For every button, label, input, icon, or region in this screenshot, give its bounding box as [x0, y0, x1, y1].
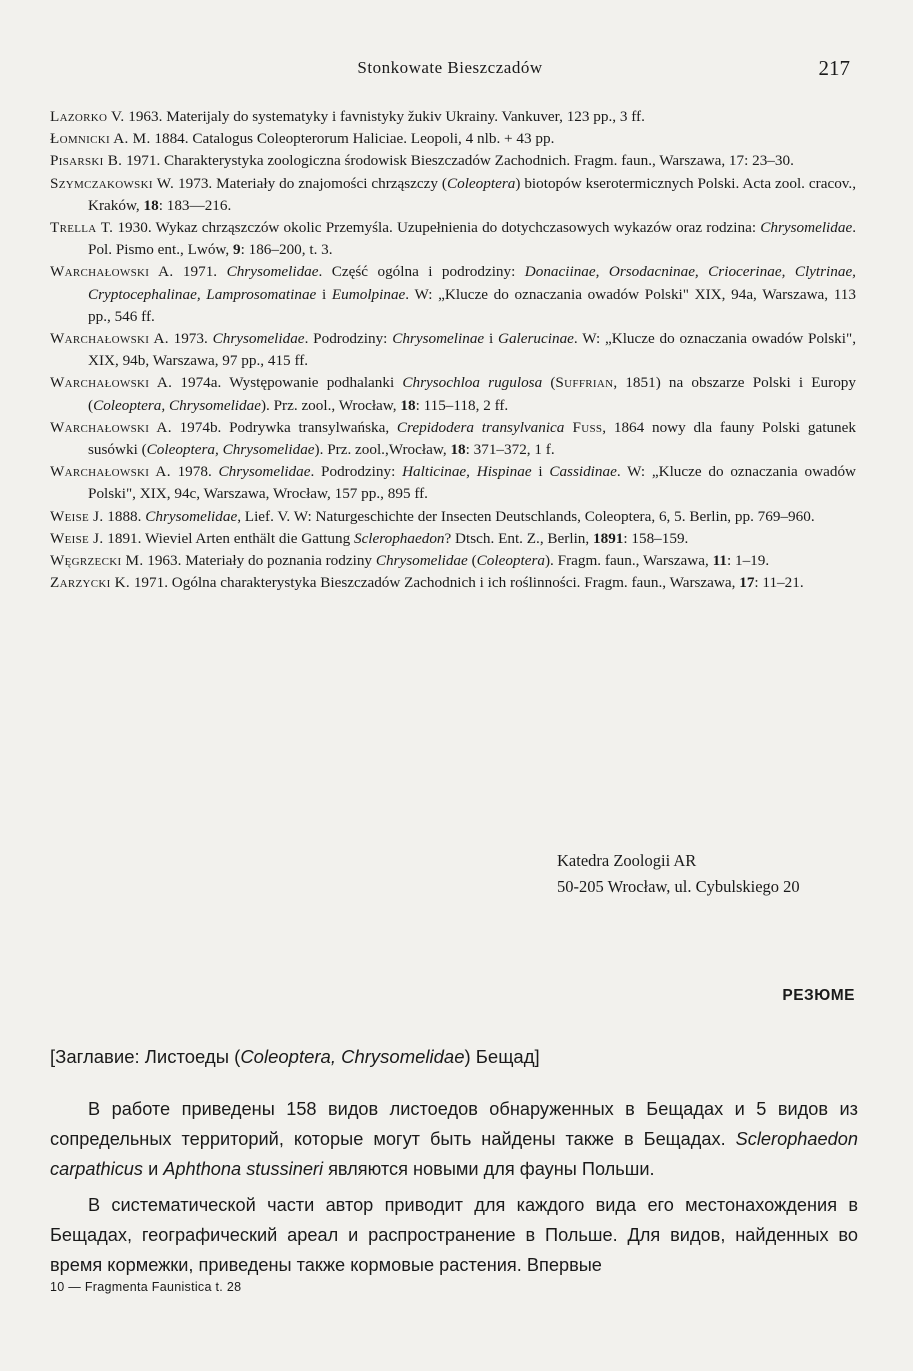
address-line-1: Katedra Zoologii AR: [557, 851, 697, 870]
bold-text: 9: [233, 241, 241, 259]
resume-paragraph: [50, 1190, 858, 1280]
italic-text: Chrysomelinae: [392, 330, 485, 348]
text-run: ). Prz. zool.,Wrocław,: [314, 441, 451, 459]
reference-entry: [50, 106, 856, 128]
text-run: 1963. Materijaly do systematyky i favnistyky žukiv Ukrainy. Vankuver, 123 pp., 3 ff.: [124, 108, 645, 125]
text-run: , 1864 nowy dla fauny Polski gatunek susówki (: [88, 418, 856, 459]
text-run: . W: „Klucze do oznaczania owadów Polski", XIX, 94c, Warszawa, Wrocław, 157 pp., 895 ff.: [88, 463, 857, 503]
text-run: 1963. Materiały do poznania rodziny: [143, 552, 376, 570]
text-run: , Lief. V. W: Naturgeschichte der Insecten Deutschlands, Coleoptera, 6, 5. Berlin, pp. 769–960.: [237, 507, 815, 525]
reference-entry: [50, 150, 856, 172]
page-footer: 10 — Fragmenta Faunistica t. 28: [50, 1280, 242, 1294]
resume-title: [50, 1046, 860, 1068]
italic-text: Chrysomelidae: [375, 552, 468, 570]
address-line-2: 50-205 Wrocław, ul. Cybulskiego 20: [557, 877, 800, 896]
author-address: [557, 848, 800, 900]
text-run: : 115–118, 2 ff.: [415, 396, 509, 414]
reference-entry: [50, 550, 856, 572]
bold-text: 11: [712, 552, 727, 570]
references-list: [50, 106, 856, 594]
reference-entry: [50, 328, 856, 372]
text-run: В работе приведены 158 видов листоедов обнаруженных в Бещадах и 5 видов из сопредельных территорий, которые могут быть найдены также в Бещадах.: [50, 1099, 858, 1149]
italic-text: Aphthona stussineri: [163, 1159, 324, 1179]
resume-heading: РЕЗЮМЕ: [782, 987, 855, 1004]
page-header: [50, 56, 850, 86]
text-run: . Pol. Pismo ent., Lwów,: [88, 219, 856, 259]
text-run: ) biotopów kserotermicznych Polski. Acta zool. cracov., Kraków,: [88, 174, 856, 214]
text-run: , 1851) na obszarze Polski i Europy (: [88, 374, 856, 414]
text-run: : 186–200, t. 3.: [240, 241, 333, 259]
text-run: 1974b. Podrywka transylwańska,: [171, 418, 397, 436]
italic-text: Chrysomelidae: [760, 219, 853, 237]
text-run: ? Dtsch. Ent. Z., Berlin,: [444, 529, 593, 547]
text-run: В систематической части автор приводит для каждого вида его местонахождения в Бещадах, географический ареал и распространение в Польше. Для видов, найденных во время кормежки, приведены также кормовые растения. Впервые: [50, 1195, 858, 1275]
reference-entry: [50, 506, 856, 528]
reference-entry: [50, 217, 856, 261]
text-run: : 1–19.: [726, 552, 770, 570]
reference-author: Warchałowski A.: [50, 374, 173, 392]
page-number: 217: [818, 56, 850, 80]
bold-text: 18: [450, 441, 466, 459]
reference-entry: [50, 372, 856, 416]
italic-text: Coleoptera: [476, 552, 545, 570]
italic-text: Crepidodera transylvanica: [396, 418, 565, 436]
text-run: 1971. Charakterystyka zoologiczna środowisk Bieszczadów Zachodnich. Fragm. faun., Warszawa, 17: 23–30.: [122, 152, 794, 170]
text-run: 1884. Catalogus Coleopterorum Haliciae. Leopoli, 4 nlb. + 43 pp.: [150, 130, 555, 148]
italic-text: Sclerophaedon: [353, 529, 445, 547]
text-run: : 11–21.: [754, 574, 804, 592]
italic-text: Coleoptera: [446, 174, 516, 192]
resume-paragraph: [50, 1094, 858, 1184]
text-run: 1971. Ogólna charakterystyka Bieszczadów Zachodnich i ich roślinności. Fragm. faun., Warszawa,: [130, 574, 740, 592]
text-run: : 183—216.: [158, 196, 232, 214]
text-run: и: [143, 1159, 164, 1179]
reference-entry: [50, 461, 856, 505]
text-run: : 371–372, 1 f.: [465, 441, 555, 459]
text-run: 1974a. Występowanie podhalanki: [172, 374, 403, 392]
reference-author: Weise J.: [50, 507, 104, 525]
reference-author: Warchałowski A.: [50, 330, 169, 348]
italic-text: Coleoptera, Chrysomelidae: [93, 396, 261, 414]
text-run: 1930. Wykaz chrząszczów okolic Przemyśla. Uzupełnienia do dotychczasowych wykazów oraz rodzina:: [113, 219, 761, 237]
italic-text: Chrysomelidae: [226, 263, 319, 281]
reference-author: Warchałowski A.: [50, 418, 172, 436]
bold-text: 1891: [593, 529, 624, 547]
reference-author: Weise J.: [50, 529, 104, 547]
italic-text: Chrysochloa rugulosa: [402, 374, 543, 392]
text-run: i: [316, 285, 332, 303]
text-run: 1888.: [103, 507, 146, 525]
italic-text: Halticinae, Hispinae: [402, 463, 532, 481]
italic-text: Sclerophaedon carpathicus: [50, 1129, 858, 1179]
text-run: : 158–159.: [623, 529, 689, 547]
italic-text: Cassidinae: [549, 463, 617, 481]
text-run: . W: „Klucze do oznaczania owadów Polski" XIX, 94a, Warszawa, 113 pp., 546 ff.: [88, 285, 856, 325]
italic-text: Chrysomelidae: [145, 507, 238, 525]
text-run: . Podrodziny:: [310, 463, 403, 481]
italic-text: Eumolpinae: [331, 285, 406, 303]
reference-author: Pisarski B.: [50, 152, 123, 170]
text-run: являются новыми для фауны Польши.: [323, 1159, 655, 1179]
text-run: ). Fragm. faun., Warszawa,: [544, 552, 713, 570]
reference-author: Szymczakowski W.: [50, 174, 175, 192]
text-run: ). Prz. zool., Wrocław,: [260, 396, 401, 414]
text-run: . W: „Klucze do oznaczania owadów Polski", XIX, 94b, Warszawa, 97 pp., 415 ff.: [88, 330, 856, 370]
running-title: Stonkowate Bieszczadów: [357, 58, 543, 77]
bold-text: 18: [400, 396, 416, 414]
italic-text: Coleoptera, Chrysomelidae: [146, 441, 315, 459]
text-run: ) Бещад]: [464, 1046, 540, 1067]
text-run: Suffrian: [555, 374, 614, 392]
italic-text: Chrysomelidae: [212, 330, 305, 348]
reference-entry: [50, 261, 856, 328]
text-run: i: [531, 463, 550, 481]
reference-entry: [50, 572, 856, 594]
bold-text: 18: [143, 196, 159, 214]
italic-text: Galerucinae: [497, 330, 574, 348]
text-run: [Заглавие: Листоеды (: [50, 1046, 241, 1067]
text-run: (: [467, 552, 477, 570]
text-run: . Podrodziny:: [304, 330, 393, 348]
reference-author: Warchałowski A.: [50, 263, 174, 281]
text-run: (: [542, 374, 556, 392]
text-run: 1971.: [173, 263, 227, 281]
text-run: 1891. Wieviel Arten enthält die Gattung: [103, 529, 354, 547]
reference-author: Zarzycki K.: [50, 574, 131, 592]
bold-text: 17: [739, 574, 755, 592]
reference-author: Warchałowski A.: [50, 463, 171, 481]
text-run: 1973.: [168, 330, 213, 348]
text-run: Fuss: [564, 418, 603, 436]
reference-author: Lazorko V.: [50, 108, 125, 125]
reference-author: Trella T.: [50, 219, 114, 237]
text-run: 1973. Materiały do znajomości chrząszczy (: [174, 174, 447, 192]
reference-author: Węgrzecki M.: [50, 552, 144, 570]
reference-entry: [50, 417, 856, 461]
reference-author: Łomnicki A. M.: [50, 130, 151, 148]
text-run: i: [484, 330, 498, 348]
reference-entry: [50, 128, 856, 150]
italic-text: Donaciinae, Orsodacninae, Criocerinae, Clytrinae, Cryptocephalinae, Lamprosomatinae: [88, 263, 856, 303]
text-run: 1978.: [170, 463, 219, 481]
text-run: . Część ogólna i podrodziny:: [318, 263, 525, 281]
italic-text: Chrysomelidae: [218, 463, 311, 481]
resume-body: [50, 1094, 858, 1286]
reference-entry: [50, 528, 856, 550]
reference-entry: [50, 173, 856, 217]
italic-text: Coleoptera, Chrysomelidae: [240, 1046, 465, 1067]
